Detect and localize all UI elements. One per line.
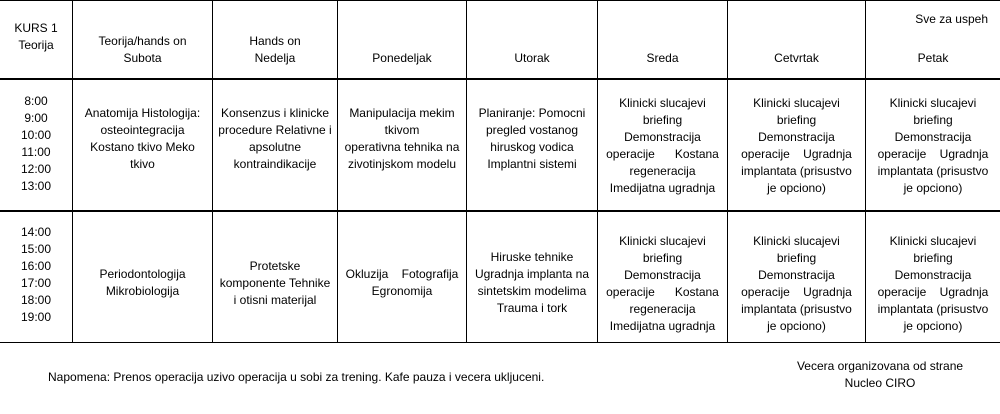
afternoon-subota [73,266,212,300]
cell-line: Demonstracija [624,268,701,282]
morning-petak [866,95,1000,197]
header-line: Nedelja [254,51,296,65]
cell-line: Implantni sistemi [487,157,577,171]
morning-utorak [467,105,597,173]
cell-line: zivotinjskom modelu [347,157,457,171]
cell-line: Hiruske tehnike [490,250,574,264]
cell-line: je opciono) [767,319,826,333]
cell-line: Demonstracija [758,268,835,282]
cell-line: apsolutne [248,140,302,154]
cell-line: operacije Ugradnja [741,285,852,299]
cell-line: kontraindikacije [233,157,317,171]
header-nedelja [213,33,337,67]
cell-line: Imedijatna ugradnja [609,181,716,195]
time-label: 13:00 [20,179,52,193]
cell-line: briefing [642,251,683,265]
cell-line: briefing [642,113,683,127]
cell-line: komponente Tehnike [219,276,331,290]
cell-line: i otisni materijal [233,293,317,307]
cell-line: Trauma i tork [496,301,568,315]
header-petak [866,50,1000,67]
cell-line: Klinicki slucajevi [753,96,840,110]
cell-line: tkivom [384,123,420,137]
cell-line: briefing [776,251,817,265]
cell-line: pregled vostanog [485,123,579,137]
afternoon-utorak [467,249,597,317]
cell-line: implantata (prisustvo [877,302,989,316]
cell-line: Egronomija [371,284,433,298]
cell-line: implantata (prisustvo [741,302,852,316]
course-label: KURS 1 [14,21,58,35]
cell-line: Klinicki slucajevi [619,234,706,248]
morning-times [8,93,64,195]
cell-line: osteointegracija [100,123,185,137]
afternoon-cetvrtak [728,233,865,335]
cell-line: Demonstracija [894,268,972,282]
header-line: Utorak [514,51,550,65]
cell-line: Mikrobiologija [105,284,180,298]
time-label: 15:00 [20,242,52,256]
cell-line: Imedijatna ugradnja [609,319,716,333]
grid-line-bottom [0,342,1000,343]
grid-line-midday [0,210,1000,212]
cell-line: Anatomija Histologija: [84,106,201,120]
afternoon-sreda [598,233,727,335]
cell-line: operacije Ugradnja [741,147,852,161]
cell-line: je opciono) [767,181,826,195]
time-label: 17:00 [20,276,52,290]
time-label: 9:00 [24,111,48,125]
cell-line: Klinicki slucajevi [753,234,840,248]
morning-subota [73,105,212,173]
cell-line: implantata (prisustvo [741,164,852,178]
time-label: 14:00 [20,225,52,239]
cell-line: implantata (prisustvo [877,164,989,178]
cell-line: briefing [776,113,817,127]
time-label: 8:00 [24,94,48,108]
cell-line: hiruskog vodica [490,140,574,154]
header-line: Cetvrtak [774,51,819,65]
grid-line-header-bottom [0,78,1000,80]
grid-line-top [0,0,1000,1]
header-line: Hands on [249,34,301,48]
cell-line: briefing [913,113,953,127]
header-line: Teorija/hands on [98,34,187,48]
cell-line: sintetskim modelima [477,284,587,298]
time-label: 10:00 [20,128,52,142]
cell-line: tkivo [130,157,155,171]
footer-right-line: Nucleo CIRO [844,376,916,390]
afternoon-times [8,224,64,326]
cell-line: je opciono) [903,181,963,195]
cell-line: procedure Relativne i [218,123,332,137]
afternoon-ponedeljak [338,266,466,300]
cell-line: Protetske [249,259,301,273]
time-label: 16:00 [20,259,52,273]
corner-cell [0,20,72,54]
cell-line: operativna tehnika na [344,140,460,154]
cell-line: operacije Ugradnja [877,285,989,299]
header-subota [73,33,212,67]
course-type: Teorija [18,38,54,52]
cell-line: Periodontologija [99,267,186,281]
afternoon-nedelja [213,258,337,309]
cell-line: operacije Kostana [606,147,719,161]
cell-line: Kostano tkivo Meko [90,140,195,154]
header-line: Subota [123,51,162,65]
cell-line: Klinicki slucajevi [619,96,706,110]
header-line: Sreda [646,51,679,65]
cell-line: Demonstracija [894,130,972,144]
time-label: 12:00 [20,162,52,176]
top-right-note: Sve za uspeh [915,12,988,26]
header-ponedeljak [338,50,466,67]
time-label: 18:00 [20,293,52,307]
morning-ponedeljak [338,105,466,173]
footer-note: Napomena: Prenos operacija uzivo operacija u sobi za trening. Kafe pauza i vecera ukljuceni. [48,370,545,384]
cell-line: regeneracija [629,164,696,178]
cell-line: Demonstracija [624,130,701,144]
time-label: 11:00 [21,145,51,159]
morning-cetvrtak [728,95,865,197]
cell-line: regeneracija [629,302,696,316]
footer-right-line: Vecera organizovana od strane [796,359,964,373]
cell-line: Konsenzus i klinicke [220,106,330,120]
footer-right-note [780,358,980,392]
cell-line: Planiranje: Pomocni [478,106,586,120]
afternoon-petak [866,233,1000,335]
cell-line: operacije Kostana [606,285,719,299]
cell-line: briefing [913,251,953,265]
cell-line: operacije Ugradnja [877,147,989,161]
header-sreda [598,50,727,67]
cell-line: je opciono) [903,319,963,333]
cell-line: Demonstracija [758,130,835,144]
cell-line: Manipulacija mekim [349,106,455,120]
header-line: Petak [917,51,949,65]
header-line: Ponedeljak [372,51,432,65]
cell-line: Okluzija Fotografija [345,267,459,281]
cell-line: Ugradnja implanta na [474,267,590,281]
cell-line: Klinicki slucajevi [889,234,977,248]
morning-nedelja [213,105,337,173]
header-utorak [467,50,597,67]
morning-sreda [598,95,727,197]
header-cetvrtak [728,50,865,67]
time-label: 19:00 [20,310,52,324]
cell-line: Klinicki slucajevi [889,96,977,110]
